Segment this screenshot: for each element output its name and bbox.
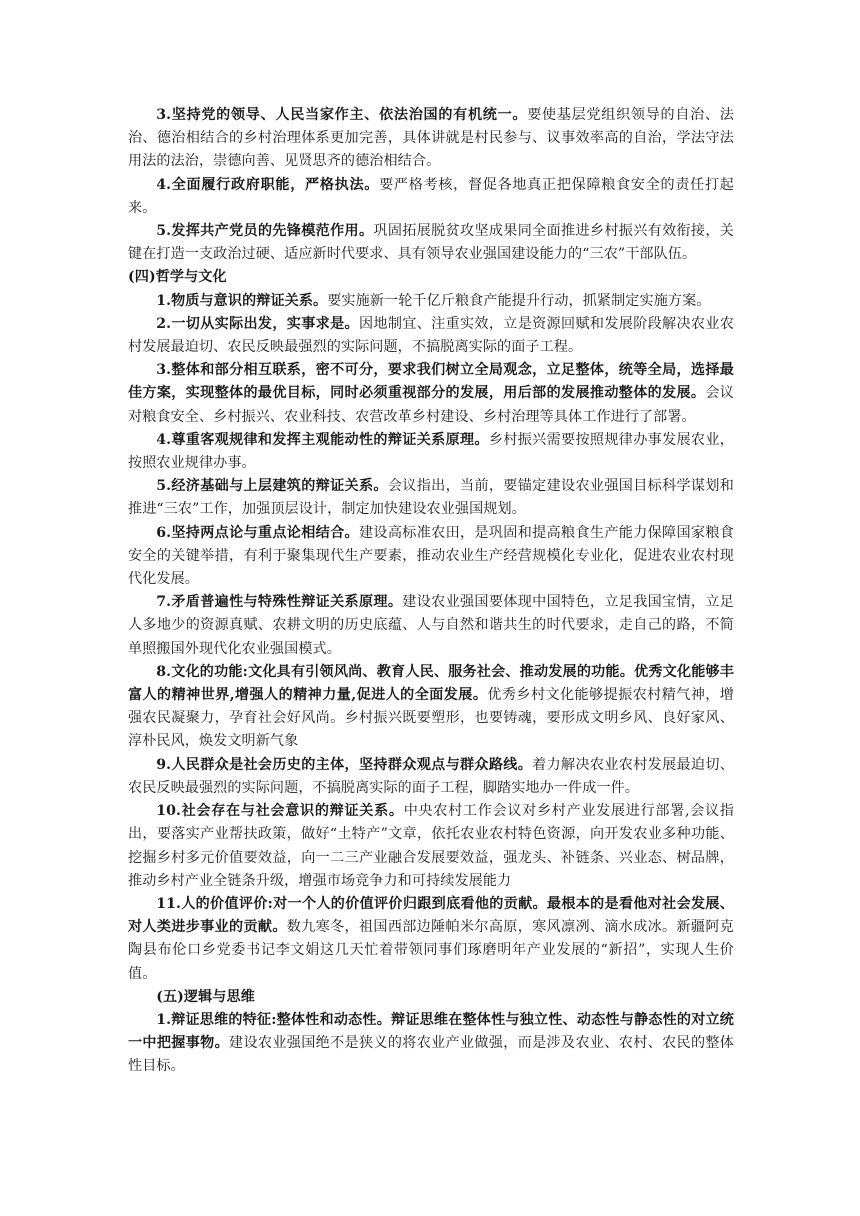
paragraph-body: 乡村振兴需要按照规律办事发展农业，按照农业规律办事。: [128, 431, 734, 472]
section-heading-logic-thinking: (五)逻辑与思维: [156, 988, 255, 1005]
paragraph-body: 会议指出，当前，要锚定建设农业强国目标科学谋划和推进“三农”工作，加强顶层设计，制定加快建设农业强国规划。: [128, 478, 734, 518]
paragraph-7-contradiction: [128, 591, 734, 661]
paragraph-heading: 8.文化的功能:文化具有引领风尚、教育人民、服务社会、推动发展的功能。优秀文化能够丰富人的精神世界,增强人的精神力量,促进人的全面发展。: [128, 663, 734, 704]
paragraph-5-party-members: [128, 220, 734, 266]
paragraph-body: 巩固拓展脱贫攻坚成果同全面推进乡村振兴有效衔接，关键在打造一支政治过硬、适应新时代要求、具有领导农业强国建设能力的“三农”干部队伍。: [128, 223, 734, 263]
paragraph-1-dialectical-thinking: [128, 1009, 734, 1079]
paragraph-10-social-existence: [128, 800, 734, 893]
document-page: [128, 104, 734, 1079]
paragraph-heading: 11.人的价值评价:对一个人的价值评价归跟到底看他的贡献。最根本的是看他对社会发展、对人类进步事业的贡献。: [128, 895, 734, 936]
paragraph-body: 要实施新一轮千亿斤粮食产能提升行动，抓紧制定实施方案。: [327, 292, 711, 309]
paragraph-body: 优秀乡村文化能够提振农村精气神，增强农民凝聚力，孕育社会好风尚。乡村振兴既要塑形，也要铸魂，要形成文明乡风、良好家风、淳朴民风，焕发文明新气象: [128, 687, 734, 750]
paragraph-9-people-masses: [128, 754, 734, 800]
paragraph-body: 中央农村工作会议对乡村产业发展进行部署,会议指出，要落实产业帮扶政策，做好“土特产”文章，依托农业农村特色资源，向开发农业多种功能、挖掘乡村多元价值要效益，向一二三产业融合发展要效益，强龙头、补链条、兴业态、树品牌，推动乡村产业全链条升级，增强市场竞争力和可持续发展能力: [128, 803, 734, 889]
paragraph-body: 要严格考核，督促各地真正把保障粮食安全的责任打起来。: [128, 176, 734, 216]
paragraph-3-whole-and-part: [128, 359, 734, 429]
paragraph-1-matter-consciousness: [128, 290, 734, 313]
paragraph-heading: 3.整体和部分相互联系，密不可分，要求我们树立全局观念，立足整体，统等全局，选择最佳方案，实现整体的最优目标，同时必须重视部分的发展，用后部的发展推动整体的发展。: [128, 362, 734, 402]
paragraph-body: 数九寒冬，祖国西部边陲帕米尔高原，寒风凛冽、滴水成冰。新疆阿克陶县布伦口乡党委书记李文娟这几天忙着带领同事们琢磨明年产业发展的“新招”，实现人生价值。: [128, 919, 734, 982]
paragraph-body: 建设高标准农田，是巩固和提高粮食生产能力保障国家粮食安全的关键举措，有利于聚集现代生产要素，推动农业生产经营规模化专业化，促进农业农村现代化发展。: [128, 524, 734, 588]
paragraph-heading: 4.尊重客观规律和发挥主观能动性的辩证关系原理。: [156, 431, 489, 448]
paragraph-heading: 7.矛盾普遍性与特殊性辩证关系原理。: [156, 594, 403, 611]
paragraph-heading: 6.坚持两点论与重点论相结合。: [156, 524, 359, 541]
paragraph-body: 会议对粮食安全、乡村振兴、农业科技、农营改革乡村建设、乡村治理等具体工作进行了部署。: [128, 385, 735, 425]
paragraph-body: 因地制宜、注重实效，立是资源回赋和发展阶段解决农业农村发展最迫切、农民反映最强烈的实际问题，不搞脱离实际的面子工程。: [128, 315, 734, 356]
paragraph-heading: 3.坚持党的领导、人民当家作主、依法治国的有机统一。: [156, 107, 528, 123]
paragraph-6-two-points-theory: [128, 522, 734, 592]
paragraph-body: 要使基层党组织领导的自治、法治、德治相结合的乡村治理体系更加完善，具体讲就是村民参与、议事效率高的自治，学法守法用法的法治，崇德向善、见贤思齐的德治相结合。: [128, 107, 734, 170]
paragraph-body: 建设农业强国绝不是狭义的将农业产业做强，而是涉及农业、农村、农民的整体性目标。: [128, 1035, 735, 1075]
paragraph-heading: 2.一切从实际出发，实事求是。: [156, 315, 359, 332]
paragraph-heading: 5.经济基础与上层建筑的辩证关系。: [156, 478, 388, 495]
paragraph-4-objective-laws: [128, 429, 734, 475]
paragraph-heading: 10.社会存在与社会意识的辩证关系。: [156, 803, 404, 820]
paragraph-3-party-leadership: [128, 104, 734, 174]
paragraph-heading: 1.物质与意识的辩证关系。: [156, 292, 328, 309]
paragraph-heading: 5.发挥共产党员的先锋模范作用。: [156, 223, 374, 240]
paragraph-4-government-duties: [128, 174, 734, 220]
paragraph-11-value-evaluation: [128, 893, 734, 986]
paragraph-8-culture-function: [128, 661, 734, 754]
section-heading-philosophy-culture: (四)哲学与文化: [128, 269, 227, 286]
paragraph-2-seek-truth: [128, 313, 734, 359]
paragraph-5-economic-base: [128, 475, 734, 521]
paragraph-heading: 4.全面履行政府职能，严格执法。: [156, 176, 380, 193]
paragraph-heading: 9.人民群众是社会历史的主体，坚持群众观点与群众路线。: [156, 756, 533, 773]
paragraph-body: 着力解决农业农村发展最迫切、农民反映最强烈的实际问题，不搞脱离实际的面子工程，脚踏实地办一件成一件。: [128, 756, 734, 796]
paragraph-heading: 1.辩证思维的特征:整体性和动态性。辩证思维在整体性与独立性、动态性与静态性的对立统一中把握事物。: [128, 1011, 734, 1052]
paragraph-body: 建设农业强国要体现中国特色，立足我国宝情，立足人多地少的资源真赋、农耕文明的历史底蕴、人与自然和谐共生的时代要求，走自己的路，不简单照搬国外现代化农业强国模式。: [128, 594, 734, 657]
